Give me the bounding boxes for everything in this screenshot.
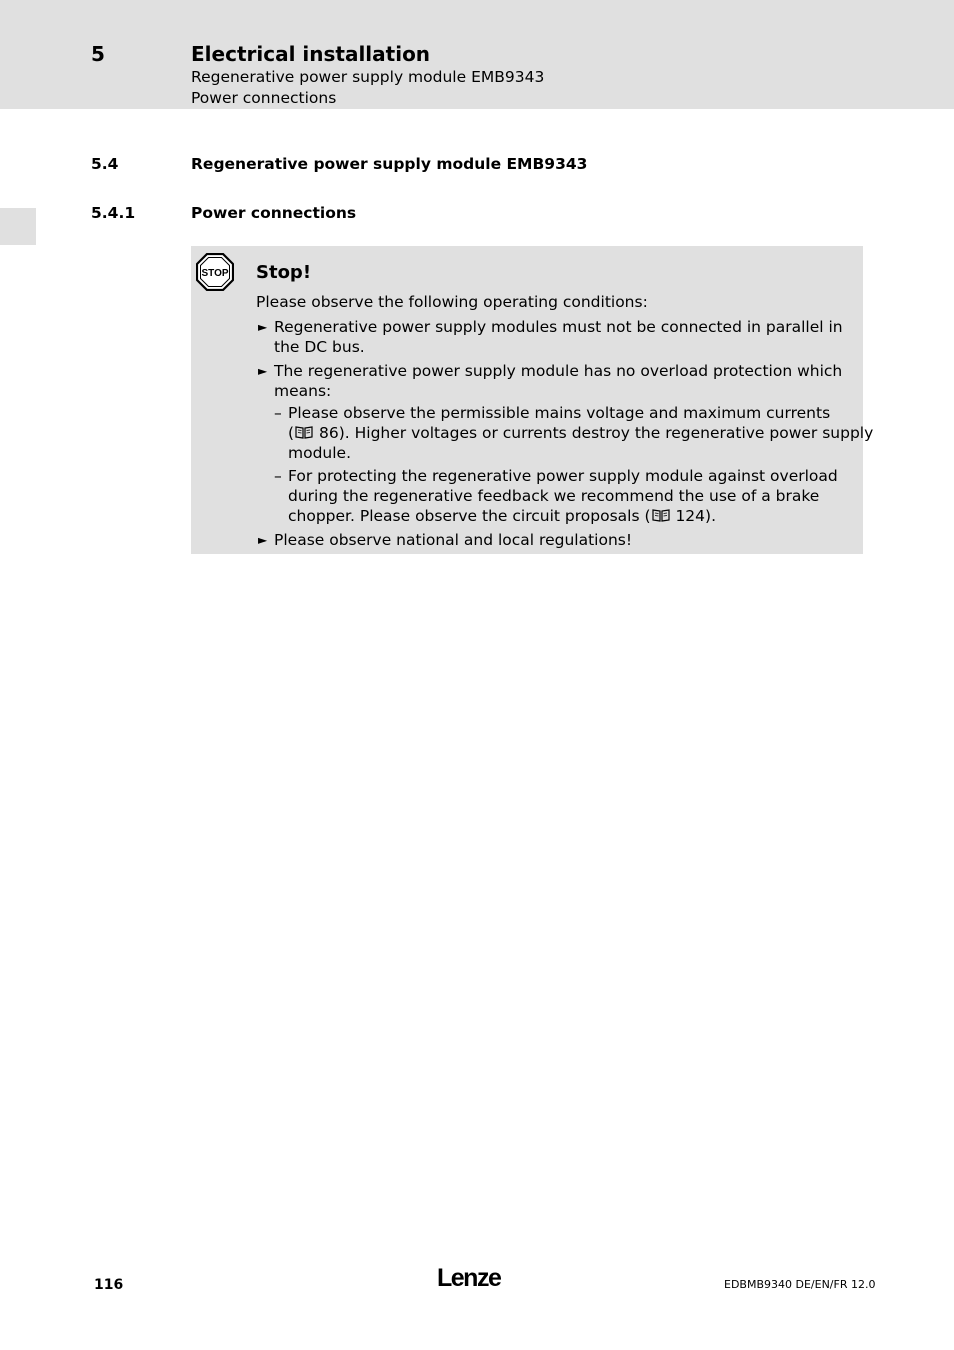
dash-2-line-1: For protecting the regenerative power supply module against overload [288,467,838,485]
lenze-logo: Lenze [437,1264,501,1292]
stop-sign-icon [196,253,234,291]
subsection-number: 5.4.1 [91,204,136,222]
dash-2-line-2: during the regenerative feedback we recommend the use of a brake [288,487,820,505]
dash-1-line-2: ( 86). Higher voltages or currents destroy the regenerative power supply [288,424,874,442]
subsection-title: Power connections [191,204,357,222]
book-reference-icon [294,425,314,439]
page-number: 116 [94,1277,124,1293]
dash-2-line-3: chopper. Please observe the circuit proposals ( 124). [288,507,717,525]
header-subtitle-1: Regenerative power supply module EMB9343 [191,68,545,86]
stop-label: Stop! [256,262,312,283]
bullet-3: Please observe national and local regulations! [274,531,633,549]
dash-marker: – [274,404,282,422]
stop-icon-text: STOP [201,268,229,279]
bullet-1-line-1: Regenerative power supply modules must not be connected in parallel in [274,318,843,336]
bullet-arrow: ► [258,364,268,378]
section-title: Regenerative power supply module EMB9343 [191,155,588,173]
document-id: EDBMB9340 DE/EN/FR 12.0 [724,1278,876,1291]
dash-1-line-3: module. [288,444,352,462]
bullet-2-line-1: The regenerative power supply module has no overload protection which [274,362,843,380]
bullet-2-line-2: means: [274,382,332,400]
header-subtitle-2: Power connections [191,89,337,107]
book-reference-icon [651,508,671,522]
bullet-1-line-2: the DC bus. [274,338,365,356]
chapter-number: 5 [91,42,105,66]
header-band [0,0,954,109]
side-tab-marker [0,208,36,245]
stop-notice-box [191,246,874,554]
bullet-arrow: ► [258,320,268,334]
dash-1-line-1: Please observe the permissible mains voltage and maximum currents [288,404,831,422]
dash-marker: – [274,467,282,485]
bullet-arrow: ► [258,533,268,547]
stop-intro: Please observe the following operating conditions: [256,293,648,311]
section-number: 5.4 [91,155,119,173]
chapter-title: Electrical installation [191,42,431,66]
